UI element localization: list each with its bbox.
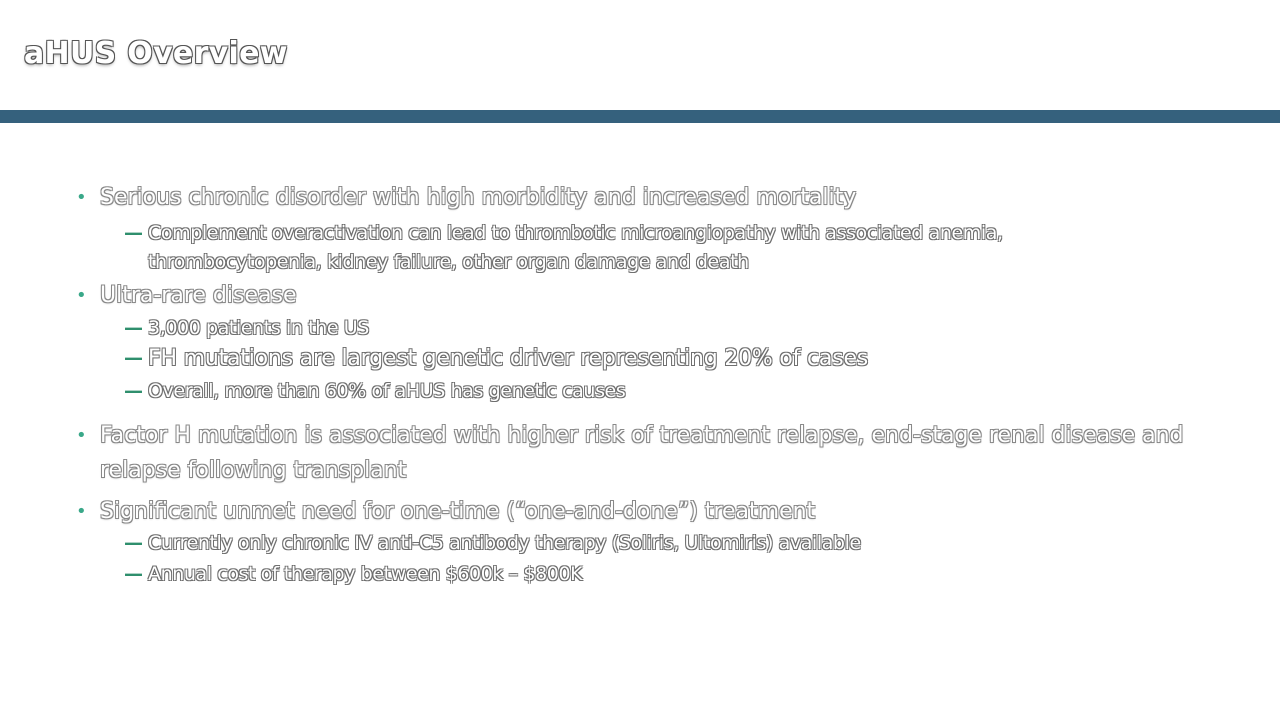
bullet-point-3 [76, 418, 1210, 488]
sub-point-2-1 [124, 314, 1108, 343]
bullet-dot-icon: • [76, 425, 87, 446]
slide-title: aHUS Overview [24, 36, 288, 71]
dash-icon: — [124, 532, 143, 554]
bullet-point-2 [76, 278, 1210, 313]
dash-icon: — [124, 347, 143, 369]
bullet-dot-icon: • [76, 187, 87, 208]
sub-point-text: Annual cost of therapy between $600k – $800K [148, 563, 583, 585]
dash-icon: — [124, 563, 143, 585]
sub-point-text: FH mutations are largest genetic driver representing 20% of cases [148, 346, 869, 371]
bullet-point-4 [76, 494, 1210, 529]
dash-icon: — [124, 317, 143, 339]
sub-point-4-2 [124, 560, 1108, 589]
bullet-text: Significant unmet need for one-time (“one-and-done”) treatment [100, 499, 816, 524]
bullet-text: Factor H mutation is associated with higher risk of treatment relapse, end-stage renal disease and relapse following transplant [100, 423, 1184, 483]
sub-point-4-1 [124, 529, 1108, 558]
sub-point-text: Overall, more than 60% of aHUS has genetic causes [148, 380, 626, 402]
sub-point-text: Currently only chronic IV anti-C5 antibody therapy (Soliris, Ultomiris) available [148, 532, 861, 554]
dash-icon: — [124, 222, 143, 244]
bullet-dot-icon: • [76, 501, 87, 522]
sub-point-2-2 [124, 344, 1108, 373]
bullet-dot-icon: • [76, 285, 87, 306]
sub-point-text: Complement overactivation can lead to thrombotic microangiopathy with associated anemia, thrombocytopenia, kidney failure, other organ damage and death [148, 222, 1003, 273]
bullet-point-1 [76, 180, 1210, 215]
dash-icon: — [124, 380, 143, 402]
bullet-text: Serious chronic disorder with high morbidity and increased mortality [100, 185, 857, 210]
bullet-text: Ultra-rare disease [100, 283, 297, 308]
sub-point-1-1 [124, 219, 1108, 277]
sub-point-text: 3,000 patients in the US [148, 317, 369, 339]
sub-point-2-3 [124, 377, 1108, 406]
